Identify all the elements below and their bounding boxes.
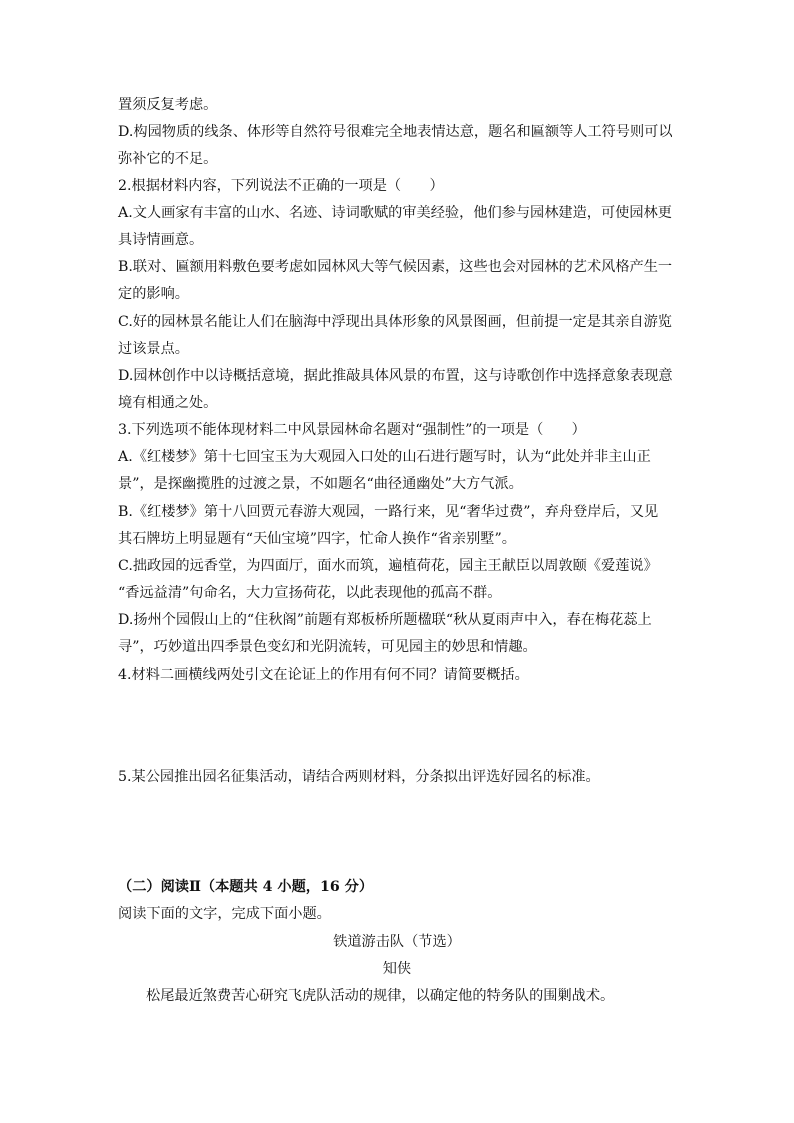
author: 知侠	[382, 961, 412, 977]
text-line: 境有相通之处。	[118, 395, 218, 411]
text-line: 具诗情画意。	[118, 232, 204, 248]
option-b-line: B.《红楼梦》第十八回贾元春游大观园，一路行来，见“奢华过费”，弃舟登岸后，又见	[118, 504, 659, 520]
section-heading: （二）阅读Ⅱ（本题共 4 小题，16 分）	[118, 879, 374, 895]
paragraph: 松尾最近煞费苦心研究飞虎队活动的规律，以确定他的特务队的围剿战术。	[146, 988, 615, 1004]
option-d-line: D.园林创作中以诗概括意境，据此推敲具体风景的布置，这与诗歌创作中选择意象表现意	[118, 368, 673, 384]
text-line: 寻”，巧妙道出四季景色变幻和光阴流转，可见园主的妙思和情趣。	[118, 639, 537, 655]
text-line: 其石牌坊上明显题有“天仙宝境”四字，忙命人换作“省亲别墅”。	[118, 531, 516, 547]
question-5: 5.某公园推出园名征集活动，请结合两则材料，分条拟出评选好园名的标准。	[118, 769, 600, 785]
text-line: “香远益清”句命名，大力宣扬荷花，以此表现他的孤高不群。	[118, 585, 502, 601]
question-4: 4.材料二画横线两处引文在论证上的作用有何不同？请简要概括。	[118, 667, 529, 683]
option-d-line: D.构园物质的线条、体形等自然符号很难完全地表情达意，题名和匾额等人工符号则可以	[118, 124, 673, 140]
option-c-line: C.拙政园的远香堂，为四面厅，面水而筑，遍植荷花，园主王献臣以周敦颐《爱莲说》	[118, 558, 658, 574]
article-title: 铁道游击队（节选）	[333, 934, 461, 950]
text-line: 置须反复考虑。	[118, 97, 218, 113]
instruction: 阅读下面的文字，完成下面小题。	[118, 906, 331, 922]
option-c-line: C.好的园林景名能让人们在脑海中浮现出具体形象的风景图画，但前提一定是其亲自游览	[118, 314, 672, 330]
question-2: 2.根据材料内容，下列说法不正确的一项是（ ）	[118, 178, 444, 194]
option-d-line: D.扬州个园假山上的“住秋阁”前题有郑板桥所题楹联“秋从夏雨声中入，春在梅花蕊上	[118, 612, 652, 628]
text-line: 过该景点。	[118, 341, 189, 357]
text-line: 景”，是探幽揽胜的过渡之景，不如题名“曲径通幽处”大方气派。	[118, 476, 523, 492]
text-line: 定的影响。	[118, 286, 189, 302]
option-a-line: A.文人画家有丰富的山水、名迹、诗词歌赋的审美经验，他们参与园林建造，可使园林更	[118, 205, 672, 221]
option-a-line: A.《红楼梦》第十七回宝玉为大观园入口处的山石进行题写时，认为“此处并非主山正	[118, 449, 651, 465]
question-3: 3.下列选项不能体现材料二中风景园林命名题对“强制性”的一项是（ ）	[118, 422, 586, 438]
text-line: 弥补它的不足。	[118, 151, 218, 167]
option-b-line: B.联对、匾额用料敷色要考虑如园林风大等气候因素，这些也会对园林的艺术风格产生一	[118, 259, 673, 275]
